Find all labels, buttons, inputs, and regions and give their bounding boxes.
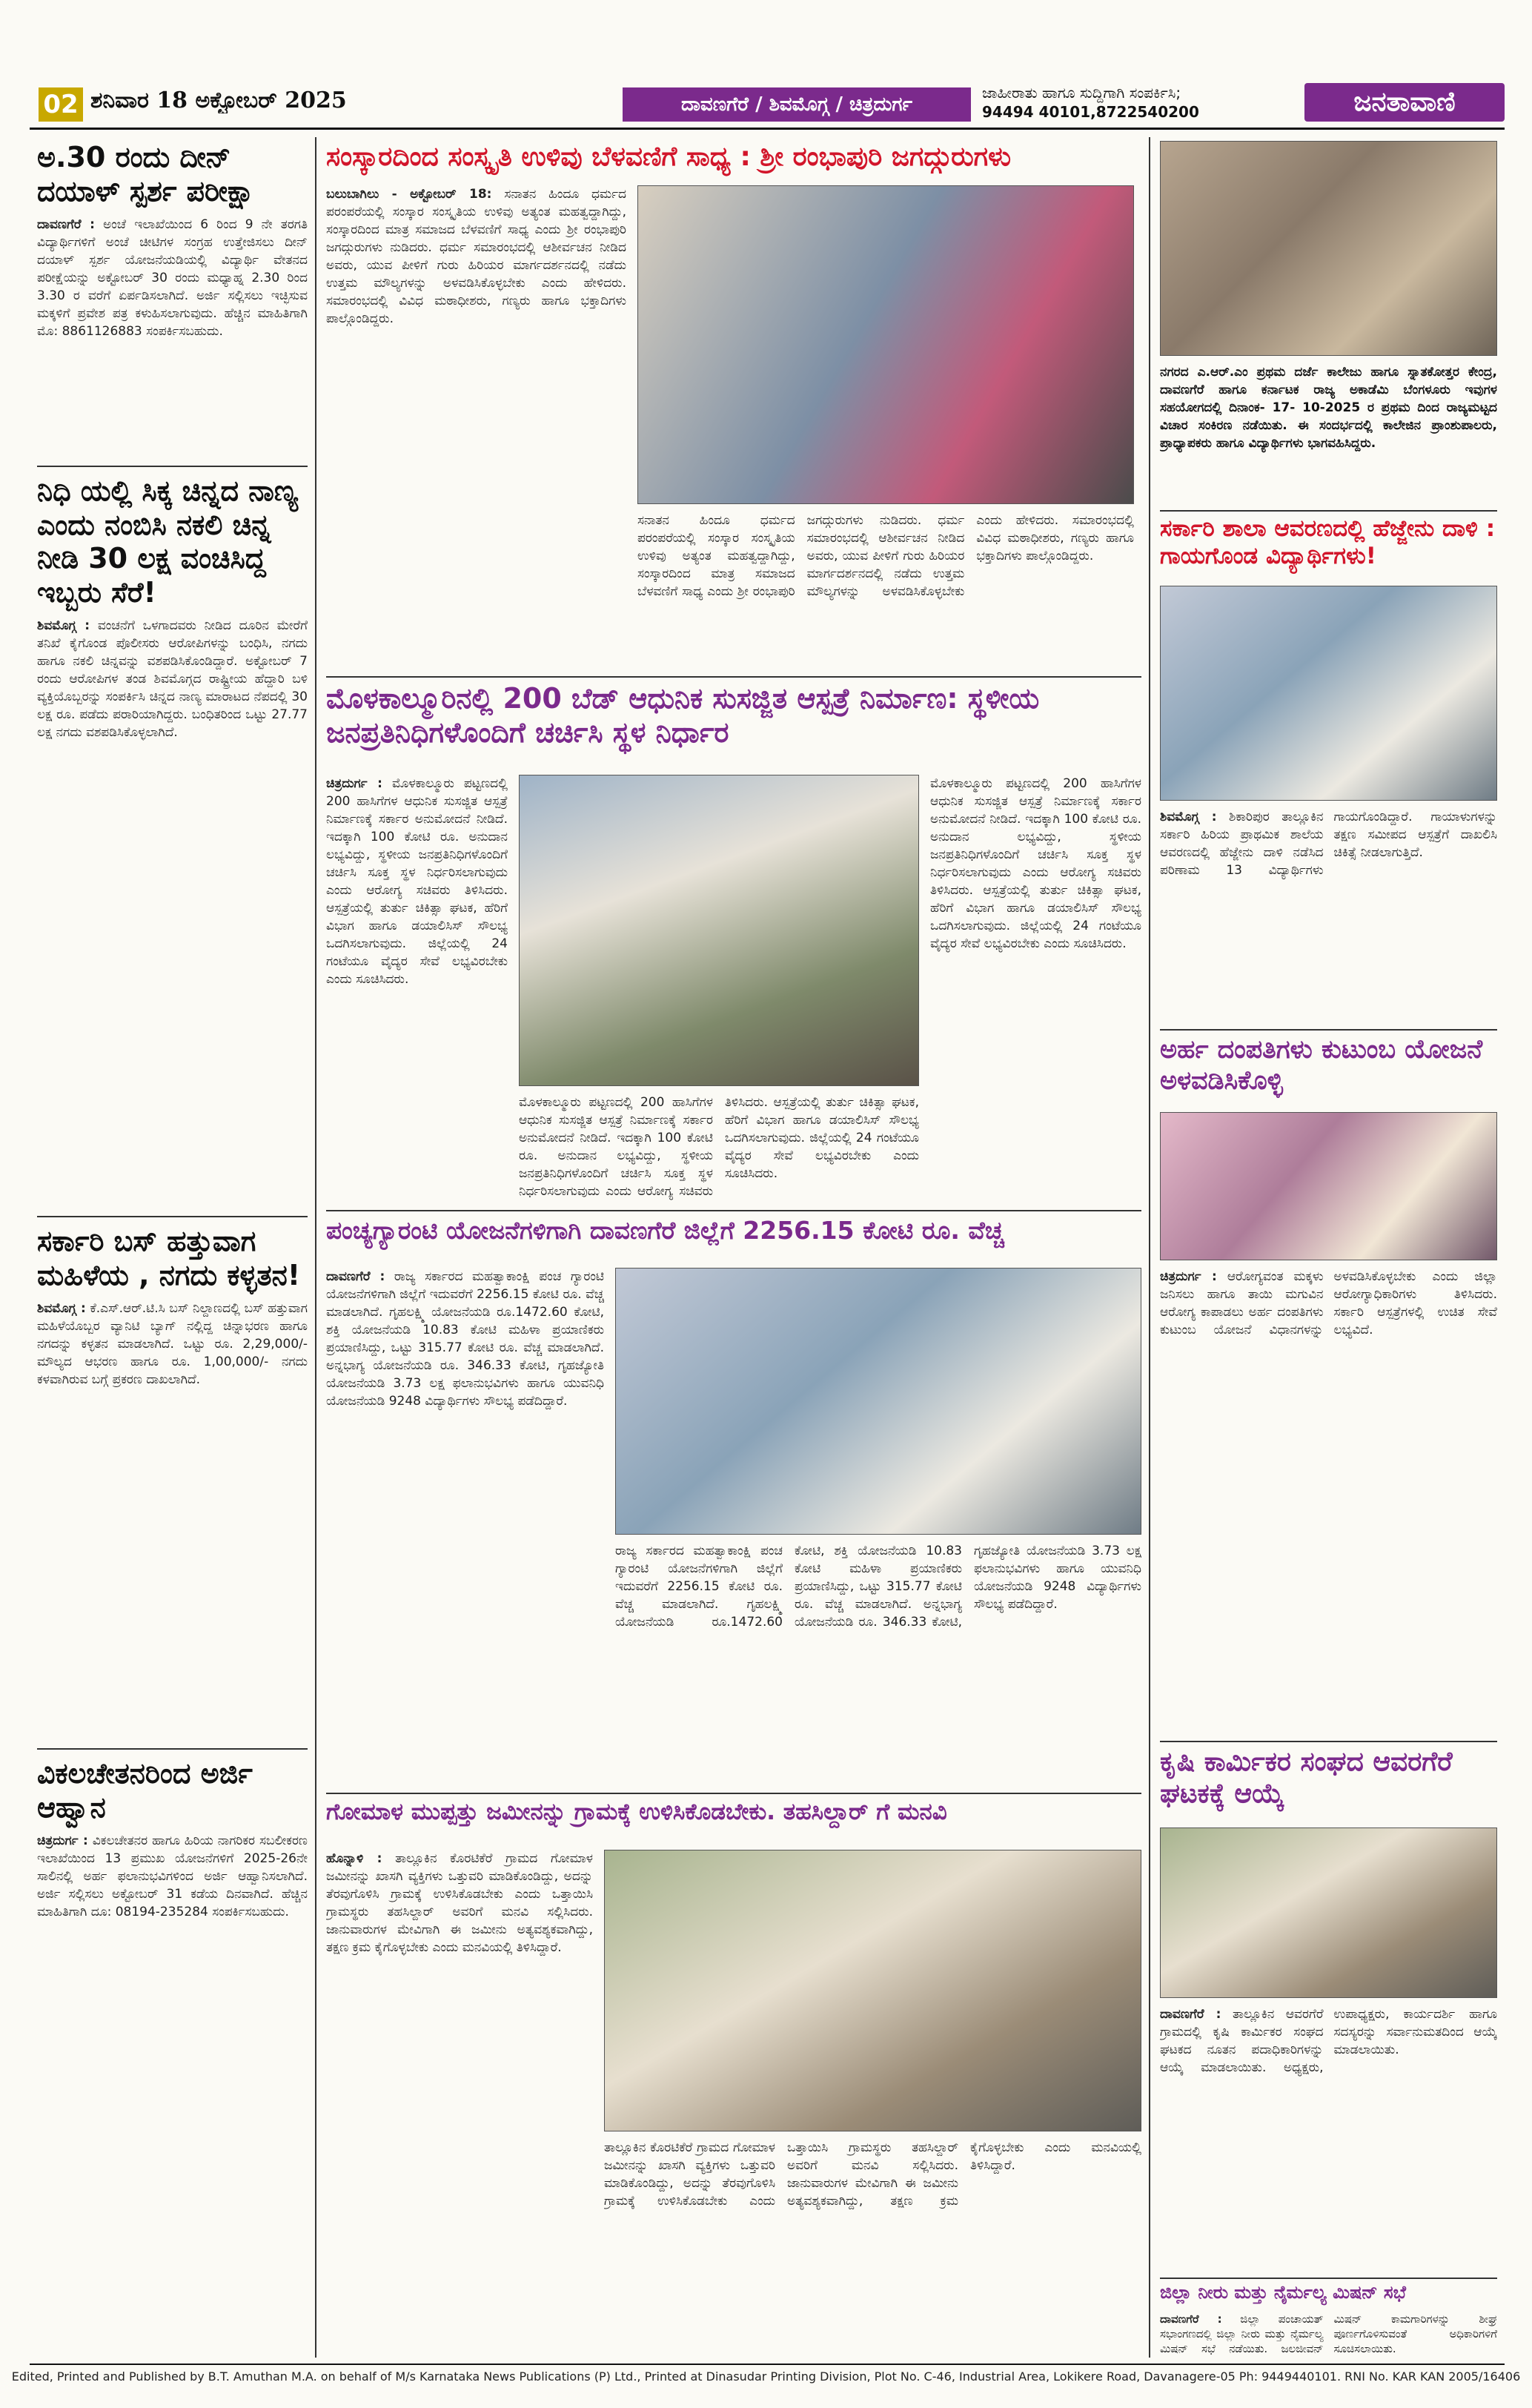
- headline: ಅರ್ಹ ದಂಪತಿಗಳು ಕುಟುಂಬ ಯೋಜನೆ ಅಳವಡಿಸಿಕೊಳ್ಳಿ: [1160, 1035, 1483, 1096]
- guarantee-story-body-left: [326, 1268, 604, 1787]
- column-rule: [1149, 137, 1150, 2358]
- story-body: [37, 617, 308, 741]
- story-text: ತಾಲ್ಲೂಕಿನ ಕೊರಟಿಕೆರೆ ಗ್ರಾಮದ ಗೋಮಾಳ ಜಮೀನನ್ನು ಖಾಸಗಿ ವ್ಯಕ್ತಿಗಳು ಒತ್ತುವರಿ ಮಾಡಿಕೊಂಡಿದ್ದು, ಅದನ್ನು ತೆರವುಗೊಳಿಸಿ ಗ್ರಾಮಕ್ಕೆ ಉಳಿಸಿಕೊಡಬೇಕು ಎಂದು ಒತ್ತಾಯಿಸಿ ಗ್ರಾಮಸ್ಥರು ತಹಸಿಲ್ದಾರ್ ಅವರಿಗೆ ಮನವಿ ಸಲ್ಲಿಸಿದರು. ಜಾನುವಾರುಗಳ ಮೇವಿಗಾಗಿ ಈ ಜಮೀನು ಅತ್ಯವಶ್ಯಕವಾಗಿದ್ದು, ತಕ್ಷಣ ಕ್ರಮ ಕೈಗೊಳ್ಳಬೇಕು ಎಂದು ಮನವಿಯಲ್ಲಿ ತಿಳಿಸಿದ್ದಾರೆ.: [604, 2140, 1141, 2209]
- headline: ಸರ್ಕಾರಿ ಶಾಲಾ ಆವರಣದಲ್ಲಿ ಹೆಜ್ಜೇನು ದಾಳಿ : ಗಾಯಗೊಂಡ ವಿದ್ಯಾರ್ಥಿಗಳು!: [1160, 515, 1496, 570]
- divider: [326, 676, 1141, 678]
- divider: [37, 466, 308, 467]
- masthead-rule: [30, 128, 1505, 130]
- story-text: ಮೊಳಕಾಲ್ಮೂರು ಪಟ್ಟಣದಲ್ಲಿ 200 ಹಾಸಿಗೆಗಳ ಆಧುನಿಕ ಸುಸಜ್ಜಿತ ಆಸ್ಪತ್ರೆ ನಿರ್ಮಾಣಕ್ಕೆ ಸರ್ಕಾರ ಅನುಮೋದನೆ ನೀಡಿದೆ. ಇದಕ್ಕಾಗಿ 100 ಕೋಟಿ ರೂ. ಅನುದಾನ ಲಭ್ಯವಿದ್ದು, ಸ್ಥಳೀಯ ಜನಪ್ರತಿನಿಧಿಗಳೊಂದಿಗೆ ಚರ್ಚಿಸಿ ಸೂಕ್ತ ಸ್ಥಳ ನಿರ್ಧರಿಸಲಾಗುವುದು ಎಂದು ಆರೋಗ್ಯ ಸಚಿವರು ತಿಳಿಸಿದರು. ಆಸ್ಪತ್ರೆಯಲ್ಲಿ ತುರ್ತು ಚಿಕಿತ್ಸಾ ಘಟಕ, ಹೆರಿಗೆ ವಿಭಾಗ ಹಾಗೂ ಡಯಾಲಿಸಿಸ್ ಸೌಲಭ್ಯ ಒದಗಿಸಲಾಗುವುದು. ಜಿಲ್ಲೆಯಲ್ಲಿ 24 ಗಂಟೆಯೂ ವೈದ್ಯರ ಸೇವೆ ಲಭ್ಯವಿರಬೇಕು ಎಂದು ಸೂಚಿಸಿದರು.: [930, 776, 1141, 951]
- story-text: ಶಿಕಾರಿಪುರ ತಾಲ್ಲೂಕಿನ ಸರ್ಕಾರಿ ಹಿರಿಯ ಪ್ರಾಥಮಿಕ ಶಾಲೆಯ ಆವರಣದಲ್ಲಿ ಹೆಜ್ಜೇನು ದಾಳಿ ನಡೆಸಿದ ಪರಿಣಾಮ 13 ವಿದ್ಯಾರ್ಥಿಗಳು ಗಾಯಗೊಂಡಿದ್ದಾರೆ. ಗಾಯಾಳುಗಳನ್ನು ತಕ್ಷಣ ಸಮೀಪದ ಆಸ್ಪತ್ರೆಗೆ ದಾಖಲಿಸಿ ಚಿಕಿತ್ಸೆ ನೀಡಲಾಗುತ್ತಿದೆ.: [1160, 810, 1497, 878]
- headline: ಪಂಚ್ಯಗ್ಯಾರಂಟಿ ಯೋಜನೆಗಳಿಗಾಗಿ ದಾವಣಗೆರೆ ಜಿಲ್ಲೆಗೆ 2256.15 ಕೋಟಿ ರೂ. ವೆಚ್ಚ: [326, 1216, 1004, 1245]
- family-planning-photo: [1160, 1112, 1497, 1260]
- divider: [1160, 510, 1497, 512]
- hospital-story-body-right: [930, 775, 1141, 1205]
- story-text: ವಂಚನೆಗೆ ಒಳಗಾದವರು ನೀಡಿದ ದೂರಿನ ಮೇರೆಗೆ ತನಿಖೆ ಕೈಗೊಂಡ ಪೊಲೀಸರು ಆರೋಪಿಗಳನ್ನು ಬಂಧಿಸಿ, ನಗದು ಹಾಗೂ ನಕಲಿ ಚಿನ್ನವನ್ನು ವಶಪಡಿಸಿಕೊಂಡಿದ್ದಾರೆ. ಅಕ್ಟೋಬರ್ 7 ರಂದು ಆರೋಪಿಗಳ ತಂಡ ಶಿವಮೊಗ್ಗದ ರಾಷ್ಟ್ರೀಯ ಹೆದ್ದಾರಿ ಬಳಿ ವ್ಯಕ್ತಿಯೊಬ್ಬರನ್ನು ಸಂಪರ್ಕಿಸಿ ಚಿನ್ನದ ನಾಣ್ಯ ಮಾರಾಟದ ನೆಪದಲ್ಲಿ 30 ಲಕ್ಷ ರೂ. ಪಡೆದು ಪರಾರಿಯಾಗಿದ್ದರು. ಬಂಧಿತರಿಂದ ಒಟ್ಟು 27.77 ಲಕ್ಷ ನಗದು ವಶಪಡಿಸಿಕೊಳ್ಳಲಾಗಿದೆ.: [37, 618, 308, 741]
- story-text: ಅಂಚೆ ಇಲಾಖೆಯಿಂದ 6 ರಿಂದ 9 ನೇ ತರಗತಿ ವಿದ್ಯಾರ್ಥಿಗಳಿಗೆ ಅಂಚೆ ಚೀಟಿಗಳ ಸಂಗ್ರಹ ಉತ್ತೇಜಿಸಲು ದೀನ್ ದಯಾಳ್ ಸ್ಪರ್ಶ ಯೋಜನೆಯಡಿಯಲ್ಲಿ ವಿದ್ಯಾರ್ಥಿ ವೇತನದ ಪರೀಕ್ಷೆಯನ್ನು ಅಕ್ಟೋಬರ್ 30 ರಂದು ಮಧ್ಯಾಹ್ನ 2.30 ರಿಂದ 3.30 ರ ವರೆಗೆ ಏರ್ಪಡಿಸಲಾಗಿದೆ. ಅರ್ಜಿ ಸಲ್ಲಿಸಲು ಇಚ್ಛಿಸುವ ಮಕ್ಕಳಿಗೆ ಪ್ರವೇಶ ಪತ್ರ ಕಳುಹಿಸಲಾಗುವುದು. ಹೆಚ್ಚಿನ ಮಾಹಿತಿಗಾಗಿ ಮೊ: 8861126883 ಸಂಪರ್ಕಿಸಬಹುದು.: [37, 217, 308, 340]
- farm-workers-body: [1160, 2005, 1497, 2272]
- story-body: [37, 1832, 308, 1921]
- divider: [326, 1793, 1141, 1794]
- left-story-3: [37, 1225, 308, 1744]
- water-mission-body: [1160, 2312, 1497, 2364]
- farm-workers-story: [1160, 1746, 1497, 1824]
- college-photo: [1160, 141, 1497, 356]
- hospital-story-body-bottom: [519, 1094, 919, 1205]
- gomala-story-body-right: [604, 2139, 1141, 2361]
- ad-contact-label: ಜಾಹೀರಾತು ಹಾಗೂ ಸುದ್ದಿಗಾಗಿ ಸಂಪರ್ಕಿಸಿ;: [982, 84, 1181, 102]
- column-rule: [315, 137, 316, 2358]
- dateline: ದಾವಣಗೆರೆ :: [1160, 2312, 1222, 2326]
- dateline: ಶಿವಮೊಗ್ಗ :: [37, 1301, 86, 1317]
- story-text: ಸನಾತನ ಹಿಂದೂ ಧರ್ಮದ ಪರಂಪರೆಯಲ್ಲಿ ಸಂಸ್ಕಾರ ಸಂಸ್ಕೃತಿಯ ಉಳಿವು ಅತ್ಯಂತ ಮಹತ್ವದ್ದಾಗಿದ್ದು, ಸಂಸ್ಕಾರದಿಂದ ಮಾತ್ರ ಸಮಾಜದ ಬೆಳವಣಿಗೆ ಸಾಧ್ಯ ಎಂದು ಶ್ರೀ ರಂಭಾಪುರಿ ಜಗದ್ಗುರುಗಳು ನುಡಿದರು. ಧರ್ಮ ಸಮಾರಂಭದಲ್ಲಿ ಆಶೀರ್ವಚನ ನೀಡಿದ ಅವರು, ಯುವ ಪೀಳಿಗೆ ಗುರು ಹಿರಿಯರ ಮಾರ್ಗದರ್ಶನದಲ್ಲಿ ನಡೆದು ಉತ್ತಮ ಮೌಲ್ಯಗಳನ್ನು ಅಳವಡಿಸಿಕೊಳ್ಳಬೇಕು ಎಂದು ಹೇಳಿದರು. ಸಮಾರಂಭದಲ್ಲಿ ವಿವಿಧ ಮಠಾಧೀಶರು, ಗಣ್ಯರು ಹಾಗೂ ಭಕ್ತಾದಿಗಳು ಪಾಲ್ಗೊಂಡಿದ್ದರು.: [326, 187, 626, 326]
- left-story-2: [37, 474, 308, 1212]
- story-text: ಜಿಲ್ಲಾ ಪಂಚಾಯತ್ ಸಭಾಂಗಣದಲ್ಲಿ ಜಿಲ್ಲಾ ನೀರು ಮತ್ತು ನೈರ್ಮಲ್ಯ ಮಿಷನ್ ಸಭೆ ನಡೆಯಿತು. ಜಲಜೀವನ್ ಮಿಷನ್ ಕಾಮಗಾರಿಗಳನ್ನು ಶೀಘ್ರ ಪೂರ್ಣಗೊಳಿಸುವಂತೆ ಅಧಿಕಾರಿಗಳಿಗೆ ಸೂಚಿಸಲಾಯಿತು.: [1160, 2312, 1497, 2355]
- story-text: ಕೆ.ಎಸ್.ಆರ್.ಟಿ.ಸಿ ಬಸ್ ನಿಲ್ದಾಣದಲ್ಲಿ ಬಸ್ ಹತ್ತುವಾಗ ಮಹಿಳೆಯೊಬ್ಬರ ವ್ಯಾನಿಟಿ ಬ್ಯಾಗ್ ನಲ್ಲಿದ್ದ ಚಿನ್ನಾಭರಣ ಹಾಗೂ ನಗದನ್ನು ಕಳ್ಳತನ ಮಾಡಲಾಗಿದೆ. ಒಟ್ಟು ರೂ. 2,29,000/- ಮೌಲ್ಯದ ಆಭರಣ ಹಾಗೂ ರೂ. 1,00,000/- ನಗದು ಕಳವಾಗಿರುವ ಬಗ್ಗೆ ಪ್ರಕರಣ ದಾಖಲಾಗಿದೆ.: [37, 1301, 308, 1388]
- page-number: 02: [39, 87, 83, 122]
- headline: ಅ.30 ರಂದು ದೀನ್ ದಯಾಳ್ ಸ್ಪರ್ಶ ಪರೀಕ್ಷಾ: [37, 141, 255, 208]
- dateline: ಶಿವಮೊಗ್ಗ :: [1160, 810, 1217, 824]
- story-text: ತಾಲ್ಲೂಕಿನ ಆವರಗೆರೆ ಗ್ರಾಮದಲ್ಲಿ ಕೃಷಿ ಕಾರ್ಮಿಕರ ಸಂಘದ ಘಟಕದ ನೂತನ ಪದಾಧಿಕಾರಿಗಳನ್ನು ಆಯ್ಕೆ ಮಾಡಲಾಯಿತು. ಅಧ್ಯಕ್ಷರು, ಉಪಾಧ್ಯಕ್ಷರು, ಕಾರ್ಯದರ್ಶಿ ಹಾಗೂ ಸದಸ್ಯರನ್ನು ಸರ್ವಾನುಮತದಿಂದ ಆಯ್ಕೆ ಮಾಡಲಾಯಿತು.: [1160, 2007, 1497, 2075]
- dateline: ಬಲುಬಾಗಿಲು - ಅಕ್ಟೋಬರ್ 18:: [326, 187, 492, 202]
- story-text: ಸನಾತನ ಹಿಂದೂ ಧರ್ಮದ ಪರಂಪರೆಯಲ್ಲಿ ಸಂಸ್ಕಾರ ಸಂಸ್ಕೃತಿಯ ಉಳಿವು ಅತ್ಯಂತ ಮಹತ್ವದ್ದಾಗಿದ್ದು, ಸಂಸ್ಕಾರದಿಂದ ಮಾತ್ರ ಸಮಾಜದ ಬೆಳವಣಿಗೆ ಸಾಧ್ಯ ಎಂದು ಶ್ರೀ ರಂಭಾಪುರಿ ಜಗದ್ಗುರುಗಳು ನುಡಿದರು. ಧರ್ಮ ಸಮಾರಂಭದಲ್ಲಿ ಆಶೀರ್ವಚನ ನೀಡಿದ ಅವರು, ಯುವ ಪೀಳಿಗೆ ಗುರು ಹಿರಿಯರ ಮಾರ್ಗದರ್ಶನದಲ್ಲಿ ನಡೆದು ಉತ್ತಮ ಮೌಲ್ಯಗಳನ್ನು ಅಳವಡಿಸಿಕೊಳ್ಳಬೇಕು ಎಂದು ಹೇಳಿದರು. ಸಮಾರಂಭದಲ್ಲಿ ವಿವಿಧ ಮಠಾಧೀಶರು, ಗಣ್ಯರು ಹಾಗೂ ಭಕ್ತಾದಿಗಳು ಪಾಲ್ಗೊಂಡಿದ್ದರು.: [637, 513, 1134, 599]
- left-story-4: [37, 1757, 308, 2358]
- divider: [37, 1216, 308, 1217]
- story-text: ತಾಲ್ಲೂಕಿನ ಕೊರಟಿಕೆರೆ ಗ್ರಾಮದ ಗೋಮಾಳ ಜಮೀನನ್ನು ಖಾಸಗಿ ವ್ಯಕ್ತಿಗಳು ಒತ್ತುವರಿ ಮಾಡಿಕೊಂಡಿದ್ದು, ಅದನ್ನು ತೆರವುಗೊಳಿಸಿ ಗ್ರಾಮಕ್ಕೆ ಉಳಿಸಿಕೊಡಬೇಕು ಎಂದು ಒತ್ತಾಯಿಸಿ ಗ್ರಾಮಸ್ಥರು ತಹಸಿಲ್ದಾರ್ ಅವರಿಗೆ ಮನವಿ ಸಲ್ಲಿಸಿದರು. ಜಾನುವಾರುಗಳ ಮೇವಿಗಾಗಿ ಈ ಜಮೀನು ಅತ್ಯವಶ್ಯಕವಾಗಿದ್ದು, ತಕ್ಷಣ ಕ್ರಮ ಕೈಗೊಳ್ಳಬೇಕು ಎಂದು ಮನವಿಯಲ್ಲಿ ತಿಳಿಸಿದ್ದಾರೆ.: [326, 1851, 593, 1955]
- guarantee-photo: [615, 1268, 1141, 1535]
- headline: ಕೃಷಿ ಕಾರ್ಮಿಕರ ಸಂಘದ ಆವರಗೆರೆ ಘಟಕಕ್ಕೆ ಆಯ್ಕೆ: [1160, 1747, 1453, 1810]
- gomala-photo: [604, 1850, 1141, 2131]
- bee-attack-story: [1160, 515, 1497, 582]
- headline: ಗೋಮಾಳ ಮುಪ್ಪತ್ತು ಜಮೀನನ್ನು ಗ್ರಾಮಕ್ಕೆ ಉಳಿಸಿಕೊಡಬೇಕು. ತಹಸಿಲ್ದಾರ್ ಗೆ ಮನವಿ: [326, 1799, 947, 1825]
- divider: [1160, 1741, 1497, 1742]
- divider: [326, 1210, 1141, 1211]
- divider: [37, 1748, 308, 1750]
- headline: ಸರ್ಕಾರಿ ಬಸ್ ಹತ್ತುವಾಗ ಮಹಿಳೆಯ , ನಗದು ಕಳ್ಳತನ!: [37, 1225, 301, 1291]
- headline: ವಿಕಲಚೇತನರಿಂದ ಅರ್ಜಿ ಆಹ್ವಾನ: [37, 1757, 253, 1824]
- dateline: ದಾವಣಗೆರೆ :: [37, 217, 95, 233]
- story-body: [37, 1300, 308, 1389]
- headline: ಜಿಲ್ಲಾ ನೀರು ಮತ್ತು ನೈರ್ಮಲ್ಯ ಮಿಷನ್ ಸಭೆ: [1160, 2282, 1406, 2303]
- issue-date: ಶನಿವಾರ 18 ಅಕ್ಟೋಬರ್ 2025: [90, 87, 347, 113]
- lead-story-body: [326, 185, 626, 667]
- water-mission-story: [1160, 2282, 1497, 2312]
- story-text: ರಾಜ್ಯ ಸರ್ಕಾರದ ಮಹತ್ವಾಕಾಂಕ್ಷಿ ಪಂಚ ಗ್ಯಾರಂಟಿ ಯೋಜನೆಗಳಿಗಾಗಿ ಜಿಲ್ಲೆಗೆ ಇದುವರೆಗೆ 2256.15 ಕೋಟಿ ರೂ. ವೆಚ್ಚ ಮಾಡಲಾಗಿದೆ. ಗೃಹಲಕ್ಷ್ಮಿ ಯೋಜನೆಯಡಿ ರೂ.1472.60 ಕೋಟಿ, ಶಕ್ತಿ ಯೋಜನೆಯಡಿ 10.83 ಕೋಟಿ ಮಹಿಳಾ ಪ್ರಯಾಣಿಕರು ಪ್ರಯಾಣಿಸಿದ್ದು, ಒಟ್ಟು 315.77 ಕೋಟಿ ರೂ. ವೆಚ್ಚ ಮಾಡಲಾಗಿದೆ. ಅನ್ನಭಾಗ್ಯ ಯೋಜನೆಯಡಿ ರೂ. 346.33 ಕೋಟಿ, ಗೃಹಜ್ಯೋತಿ ಯೋಜನೆಯಡಿ 3.73 ಲಕ್ಷ ಫಲಾನುಭವಿಗಳು ಹಾಗೂ ಯುವನಿಧಿ ಯೋಜನೆಯಡಿ 9248 ವಿದ್ಯಾರ್ಥಿಗಳು ಸೌಲಭ್ಯ ಪಡೆದಿದ್ದಾರೆ.: [326, 1269, 604, 1409]
- story-text: ಆರೋಗ್ಯವಂತ ಮಕ್ಕಳು ಜನಿಸಲು ಹಾಗೂ ತಾಯಿ ಮಗುವಿನ ಆರೋಗ್ಯ ಕಾಪಾಡಲು ಅರ್ಹ ದಂಪತಿಗಳು ಕುಟುಂಬ ಯೋಜನೆ ವಿಧಾನಗಳನ್ನು ಅಳವಡಿಸಿಕೊಳ್ಳಬೇಕು ಎಂದು ಜಿಲ್ಲಾ ಆರೋಗ್ಯಾಧಿಕಾರಿಗಳು ತಿಳಿಸಿದರು. ಸರ್ಕಾರಿ ಆಸ್ಪತ್ರೆಗಳಲ್ಲಿ ಉಚಿತ ಸೇವೆ ಲಭ್ಯವಿದೆ.: [1160, 1269, 1497, 1337]
- story-body: [37, 216, 308, 340]
- bee-attack-photo: [1160, 586, 1497, 801]
- hospital-story-body-left: [326, 775, 508, 1205]
- college-photo-caption: ನಗರದ ಎ.ಆರ್.ಎಂ ಪ್ರಥಮ ದರ್ಜೆ ಕಾಲೇಜು ಹಾಗೂ ಸ್ನಾತಕೋತ್ತರ ಕೇಂದ್ರ, ದಾವಣಗೆರೆ ಹಾಗೂ ಕರ್ನಾಟಕ ರಾಜ್ಯ ಅಕಾಡೆಮಿ ಬೆಂಗಳೂರು ಇವುಗಳ ಸಹಯೋಗದಲ್ಲಿ ದಿನಾಂಕ- 17- 10-2025 ರ ಪ್ರಥಮ ದಿಂದ ರಾಜ್ಯಮಟ್ಟದ ವಿಚಾರ ಸಂಕಿರಣ ನಡೆಯಿತು. ಈ ಸಂದರ್ಭದಲ್ಲಿ ಕಾಲೇಜಿನ ಪ್ರಾಂಶುಪಾಲರು, ಪ್ರಾಧ್ಯಾಪಕರು ಹಾಗೂ ವಿದ್ಯಾರ್ಥಿಗಳು ಭಾಗವಹಿಸಿದ್ದರು.: [1160, 365, 1497, 451]
- headline: ಮೊಳಕಾಲ್ಮೂರಿನಲ್ಲಿ 200 ಬೆಡ್ ಆಧುನಿಕ ಸುಸಜ್ಜಿತ ಆಸ್ಪತ್ರೆ ನಿರ್ಮಾಣ: ಸ್ಥಳೀಯ ಜನಪ್ರತಿನಿಧಿಗಳೊಂದಿಗೆ ಚರ್ಚಿಸಿ ಸ್ಥಳ ನಿರ್ಧಾರ: [326, 682, 1040, 749]
- footer-rule: [30, 2364, 1505, 2365]
- dateline: ದಾವಣಗೆರೆ :: [1160, 2007, 1221, 2022]
- paper-logo: ಜನತಾವಾಣಿ: [1304, 83, 1505, 122]
- story-text: ಮೊಳಕಾಲ್ಮೂರು ಪಟ್ಟಣದಲ್ಲಿ 200 ಹಾಸಿಗೆಗಳ ಆಧುನಿಕ ಸುಸಜ್ಜಿತ ಆಸ್ಪತ್ರೆ ನಿರ್ಮಾಣಕ್ಕೆ ಸರ್ಕಾರ ಅನುಮೋದನೆ ನೀಡಿದೆ. ಇದಕ್ಕಾಗಿ 100 ಕೋಟಿ ರೂ. ಅನುದಾನ ಲಭ್ಯವಿದ್ದು, ಸ್ಥಳೀಯ ಜನಪ್ರತಿನಿಧಿಗಳೊಂದಿಗೆ ಚರ್ಚಿಸಿ ಸೂಕ್ತ ಸ್ಥಳ ನಿರ್ಧರಿಸಲಾಗುವುದು ಎಂದು ಆರೋಗ್ಯ ಸಚಿವರು ತಿಳಿಸಿದರು. ಆಸ್ಪತ್ರೆಯಲ್ಲಿ ತುರ್ತು ಚಿಕಿತ್ಸಾ ಘಟಕ, ಹೆರಿಗೆ ವಿಭಾಗ ಹಾಗೂ ಡಯಾಲಿಸಿಸ್ ಸೌಲಭ್ಯ ಒದಗಿಸಲಾಗುವುದು. ಜಿಲ್ಲೆಯಲ್ಲಿ 24 ಗಂಟೆಯೂ ವೈದ್ಯರ ಸೇವೆ ಲಭ್ಯವಿರಬೇಕು ಎಂದು ಸೂಚಿಸಿದರು.: [519, 1095, 919, 1199]
- dateline: ದಾವಣಗೆರೆ :: [326, 1269, 385, 1284]
- dateline: ಚಿತ್ರದುರ್ಗ :: [37, 1833, 88, 1849]
- lead-headline: ಸಂಸ್ಕಾರದಿಂದ ಸಂಸ್ಕೃತಿ ಉಳಿವು ಬೆಳವಣಿಗೆ ಸಾಧ್ಯ : ಶ್ರೀ ರಂಭಾಪುರಿ ಜಗದ್ಗುರುಗಳು: [326, 142, 1012, 172]
- family-planning-body: [1160, 1268, 1497, 1735]
- divider: [1160, 1029, 1497, 1031]
- ad-contact-phone: 94494 40101,8722540200: [982, 103, 1199, 121]
- story-text: ರಾಜ್ಯ ಸರ್ಕಾರದ ಮಹತ್ವಾಕಾಂಕ್ಷಿ ಪಂಚ ಗ್ಯಾರಂಟಿ ಯೋಜನೆಗಳಿಗಾಗಿ ಜಿಲ್ಲೆಗೆ ಇದುವರೆಗೆ 2256.15 ಕೋಟಿ ರೂ. ವೆಚ್ಚ ಮಾಡಲಾಗಿದೆ. ಗೃಹಲಕ್ಷ್ಮಿ ಯೋಜನೆಯಡಿ ರೂ.1472.60 ಕೋಟಿ, ಶಕ್ತಿ ಯೋಜನೆಯಡಿ 10.83 ಕೋಟಿ ಮಹಿಳಾ ಪ್ರಯಾಣಿಕರು ಪ್ರಯಾಣಿಸಿದ್ದು, ಒಟ್ಟು 315.77 ಕೋಟಿ ರೂ. ವೆಚ್ಚ ಮಾಡಲಾಗಿದೆ. ಅನ್ನಭಾಗ್ಯ ಯೋಜನೆಯಡಿ ರೂ. 346.33 ಕೋಟಿ, ಗೃಹಜ್ಯೋತಿ ಯೋಜನೆಯಡಿ 3.73 ಲಕ್ಷ ಫಲಾನುಭವಿಗಳು ಹಾಗೂ ಯುವನಿಧಿ ಯೋಜನೆಯಡಿ 9248 ವಿದ್ಯಾರ್ಥಿಗಳು ಸೌಲಭ್ಯ ಪಡೆದಿದ್ದಾರೆ.: [615, 1544, 1141, 1630]
- hospital-story-headline: [326, 682, 1141, 764]
- lead-photo: [637, 185, 1134, 504]
- hospital-photo: [519, 775, 919, 1086]
- dateline: ಹೊನ್ನಾಳಿ :: [326, 1851, 382, 1866]
- dateline: ಶಿವಮೊಗ್ಗ :: [37, 618, 90, 634]
- family-planning-story: [1160, 1034, 1497, 1108]
- dateline: ಚಿತ್ರದುರ್ಗ :: [1160, 1269, 1217, 1284]
- guarantee-story-headline: [326, 1216, 1141, 1257]
- guarantee-story-body-right: [615, 1542, 1141, 1787]
- farm-workers-photo: [1160, 1828, 1497, 1998]
- story-text: ವಿಕಲಚೇತನರ ಹಾಗೂ ಹಿರಿಯ ನಾಗರಿಕರ ಸಬಲೀಕರಣ ಇಲಾಖೆಯಿಂದ 13 ಪ್ರಮುಖ ಯೋಜನೆಗಳಿಗೆ 2025-26ನೇ ಸಾಲಿನಲ್ಲಿ ಅರ್ಹ ಫಲಾನುಭವಿಗಳಿಂದ ಅರ್ಜಿ ಆಹ್ವಾನಿಸಲಾಗಿದೆ. ಅರ್ಜಿ ಸಲ್ಲಿಸಲು ಅಕ್ಟೋಬರ್ 31 ಕಡೆಯ ದಿನವಾಗಿದೆ. ಹೆಚ್ಚಿನ ಮಾಹಿತಿಗಾಗಿ ದೂ: 08194-235284 ಸಂಪರ್ಕಿಸಬಹುದು.: [37, 1833, 308, 1920]
- divider: [1160, 2278, 1497, 2279]
- bee-attack-body: [1160, 808, 1497, 1023]
- headline: ನಿಧಿ ಯಲ್ಲಿ ಸಿಕ್ಕ ಚಿನ್ನದ ನಾಣ್ಯ ಎಂದು ನಂಬಿಸಿ ನಕಲಿ ಚಿನ್ನ ನೀಡಿ 30 ಲಕ್ಷ ವಂಚಿಸಿದ್ದ ಇಬ್ಬರು ಸೆರೆ!: [37, 474, 298, 609]
- gomala-story-body-left: [326, 1850, 593, 2361]
- story-text: ಮೊಳಕಾಲ್ಮೂರು ಪಟ್ಟಣದಲ್ಲಿ 200 ಹಾಸಿಗೆಗಳ ಆಧುನಿಕ ಸುಸಜ್ಜಿತ ಆಸ್ಪತ್ರೆ ನಿರ್ಮಾಣಕ್ಕೆ ಸರ್ಕಾರ ಅನುಮೋದನೆ ನೀಡಿದೆ. ಇದಕ್ಕಾಗಿ 100 ಕೋಟಿ ರೂ. ಅನುದಾನ ಲಭ್ಯವಿದ್ದು, ಸ್ಥಳೀಯ ಜನಪ್ರತಿನಿಧಿಗಳೊಂದಿಗೆ ಚರ್ಚಿಸಿ ಸೂಕ್ತ ಸ್ಥಳ ನಿರ್ಧರಿಸಲಾಗುವುದು ಎಂದು ಆರೋಗ್ಯ ಸಚಿವರು ತಿಳಿಸಿದರು. ಆಸ್ಪತ್ರೆಯಲ್ಲಿ ತುರ್ತು ಚಿಕಿತ್ಸಾ ಘಟಕ, ಹೆರಿಗೆ ವಿಭಾಗ ಹಾಗೂ ಡಯಾಲಿಸಿಸ್ ಸೌಲಭ್ಯ ಒದಗಿಸಲಾಗುವುದು. ಜಿಲ್ಲೆಯಲ್ಲಿ 24 ಗಂಟೆಯೂ ವೈದ್ಯರ ಸೇವೆ ಲಭ್ಯವಿರಬೇಕು ಎಂದು ಸೂಚಿಸಿದರು.: [326, 776, 508, 987]
- lead-story-continued: [637, 512, 1134, 667]
- gomala-story-headline: [326, 1799, 1141, 1839]
- edition-bar: ದಾವಣಗೆರೆ / ಶಿವಮೊಗ್ಗ / ಚಿತ್ರದುರ್ಗ: [623, 87, 971, 122]
- left-story-1: [37, 141, 308, 460]
- imprint-line: Edited, Printed and Published by B.T. Amuthan M.A. on behalf of M/s Karnataka News Publications (P) Ltd., Printed at Dinasudar Printing Division, Plot No. C-46, Industrial Area, Lokikere Road, Davanagere-05 Ph: 9449440101. RNI No. KAR KAN 2005/16406: [11, 2369, 1521, 2384]
- dateline: ಚಿತ್ರದುರ್ಗ :: [326, 776, 382, 791]
- ad-contact: [982, 83, 1286, 122]
